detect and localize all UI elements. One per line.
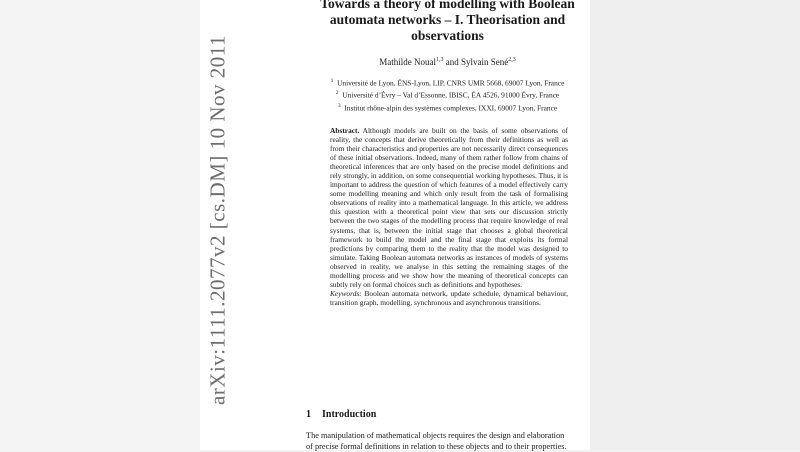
keywords [330, 289, 568, 307]
right-margin [590, 0, 800, 450]
affiliation-number: 3 [338, 103, 341, 109]
author-superscript: 1,3 [436, 57, 444, 63]
section-number: 1 [306, 409, 322, 420]
abstract-text: Although models are built on the basis of some observations of reality, the concepts that derive theoretically from their definitions as well as from their characteristics and properties are not necessarily direct consequences of these initial observations. Indeed, many of them rather follow from chains of theoretical inferences that are only based on the precise model definitions and rely strongly, in addition, on some consequential working hypotheses. Thus, it is important to address the question of which features of a model effectively carry some modelling meaning and which only result from the task of formalising observations of reality into a mathematical language. In this article, we address this question with a theoretical point view that sets our discussion strictly between the two stages of the modelling process that require knowledge of real systems, that is, between the initial stage that chooses a global theoretical framework to build the model and the final stage that exploits its formal predictions by comparing them to the reality that the model was designed to simulate. Taking Boolean automata networks as instances of models of systems observed in reality, we analyse in this setting the remaining stages of the modelling process and we show how the meaning of theoretical concepts can subtly rely on formal choices such as definitions and hypotheses. [330, 126, 568, 289]
keywords-text: Boolean automata network, update schedule, dynamical behaviour, transition graph, modelling, synchronous and asynchronous transitions. [330, 289, 568, 307]
author-line [300, 57, 595, 67]
affiliation-text: Université d’Évry – Val d’Essonne, IBISC, ÉA 4526, 91000 Évry, France [342, 91, 559, 100]
affiliations [300, 76, 595, 113]
author-superscript: 2,3 [508, 57, 516, 63]
section-title: Introduction [322, 409, 376, 420]
affiliation-line [300, 88, 595, 100]
author-name: Sylvain Sené [461, 57, 508, 67]
affiliation-line [300, 101, 595, 113]
arxiv-stamp: arXiv:1111.2077v2 [cs.DM] 10 Nov 2011 [206, 35, 231, 405]
affiliation-number: 1 [331, 78, 334, 84]
affiliation-text: Institut rhône-alpin des systèmes complexes, IXXI, 69007 Lyon, France [344, 103, 557, 112]
affiliation-number: 2 [336, 90, 339, 96]
author-conjunction: and [446, 57, 459, 67]
affiliation-text: Université de Lyon, ÉNS-Lyon, LIP, CNRS UMR 5668, 69007 Lyon, France [337, 78, 564, 87]
abstract [330, 126, 568, 307]
abstract-body [330, 126, 568, 289]
keywords-label: Keywords: [330, 289, 362, 298]
paper-title: Towards a theory of modelling with Boolean automata networks – I. Theorisation and observations [300, 0, 595, 44]
section-heading [306, 409, 596, 420]
abstract-label: Abstract. [330, 126, 359, 135]
author-name: Mathilde Noual [379, 57, 436, 67]
left-margin [0, 0, 200, 450]
intro-line: of precise formal definitions in relation to these objects and to their properties. [306, 442, 596, 452]
intro-line: The manipulation of mathematical objects requires the design and elaboration [306, 431, 596, 442]
intro-paragraph [306, 431, 596, 452]
affiliation-line [300, 76, 595, 88]
